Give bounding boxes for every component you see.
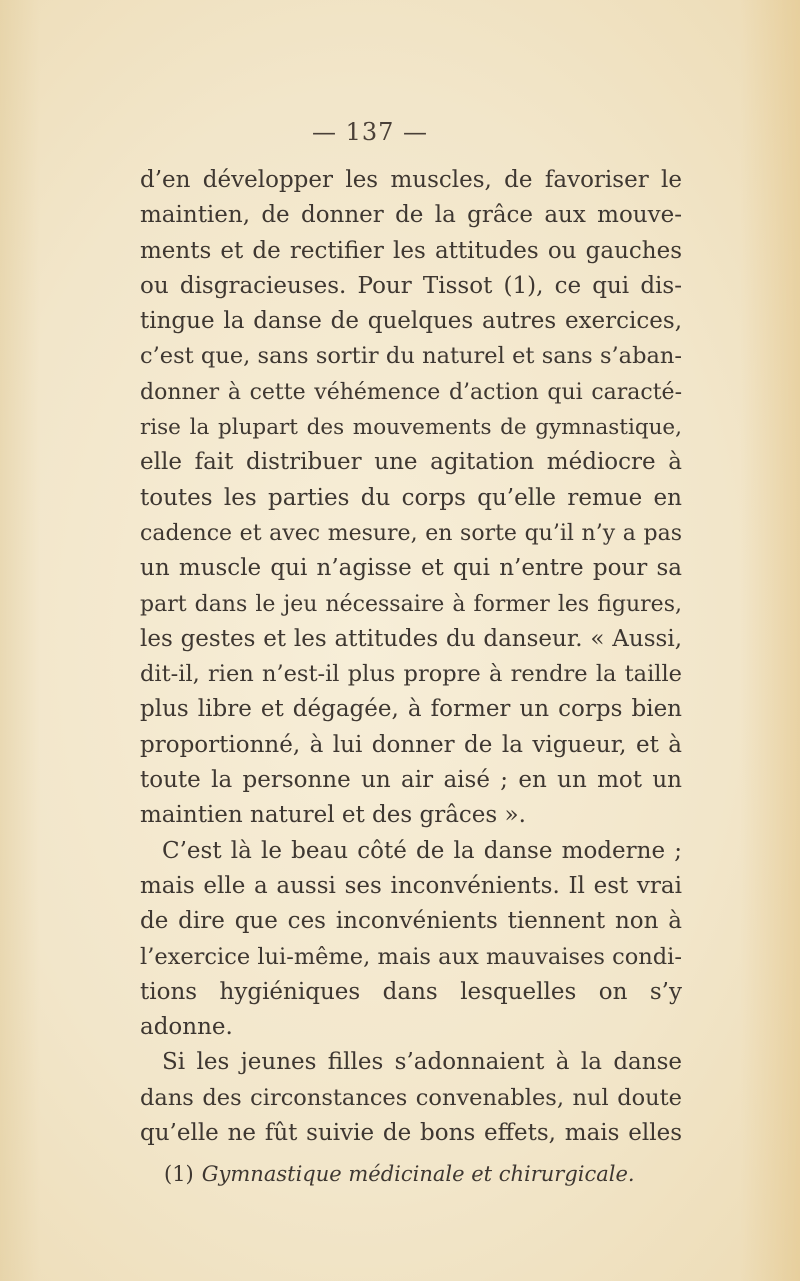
text-line: donner à cette véhémence d’action qui caracté- bbox=[140, 379, 682, 405]
footnote-text: Gymnastique médicinale et chirurgicale. bbox=[201, 1162, 635, 1186]
text-line: toute la personne un air aisé ; en un mot un bbox=[140, 767, 682, 794]
text-line: qu’elle ne fût suivie de bons effets, mais elles bbox=[140, 1120, 682, 1147]
paragraph-start-line: Si les jeunes filles s’adonnaient à la danse bbox=[162, 1049, 682, 1076]
text-line: de dire que ces inconvénients tiennent non à bbox=[140, 908, 682, 935]
text-line: cadence et avec mesure, en sorte qu’il n’y a pas bbox=[140, 520, 682, 546]
text-line: mais elle a aussi ses inconvénients. Il est vrai bbox=[140, 872, 682, 899]
text-line: les gestes et les attitudes du danseur. « Aussi, bbox=[140, 625, 682, 652]
footnote-marker: (1) bbox=[164, 1162, 194, 1186]
text-line: rise la plupart des mouvements de gymnastique, bbox=[140, 415, 682, 441]
text-line: tingue la danse de quelques autres exercices, bbox=[140, 308, 682, 335]
page-number: — 137 — bbox=[311, 118, 429, 146]
text-line: l’exercice lui-même, mais aux mauvaises condi- bbox=[140, 943, 682, 970]
page-edge-shading-right bbox=[740, 0, 800, 1281]
body-text bbox=[140, 163, 682, 1151]
text-line: adonne. bbox=[140, 1014, 233, 1041]
text-line: maintien naturel et des grâces ». bbox=[140, 802, 526, 829]
text-line: plus libre et dégagée, à former un corps bien bbox=[140, 696, 682, 723]
text-line: d’en développer les muscles, de favoriser le bbox=[140, 167, 682, 193]
text-line: part dans le jeu nécessaire à former les figures, bbox=[140, 591, 682, 617]
text-line: dit-il, rien n’est-il plus propre à rendre la taille bbox=[140, 661, 682, 688]
text-line: ou disgracieuses. Pour Tissot (1), ce qui dis- bbox=[140, 272, 682, 299]
text-line: un muscle qui n’agisse et qui n’entre pour sa bbox=[140, 555, 682, 582]
text-line: c’est que, sans sortir du naturel et sans s’aban- bbox=[140, 343, 682, 370]
text-line: maintien, de donner de la grâce aux mouve- bbox=[140, 202, 682, 229]
text-line: elle fait distribuer une agitation médiocre à bbox=[140, 449, 682, 476]
footnote bbox=[164, 1162, 635, 1186]
text-line: dans des circonstances convenables, nul doute bbox=[140, 1084, 682, 1111]
text-line: proportionné, à lui donner de la vigueur, et à bbox=[140, 731, 682, 758]
page-edge-shading-left bbox=[0, 0, 40, 1281]
text-line: ments et de rectifier les attitudes ou gauches bbox=[140, 237, 682, 264]
text-line: tions hygiéniques dans lesquelles on s’y bbox=[140, 978, 682, 1005]
paragraph-start-line: C’est là le beau côté de la danse moderne ; bbox=[162, 837, 682, 864]
text-line: toutes les parties du corps qu’elle remue en bbox=[140, 484, 682, 511]
